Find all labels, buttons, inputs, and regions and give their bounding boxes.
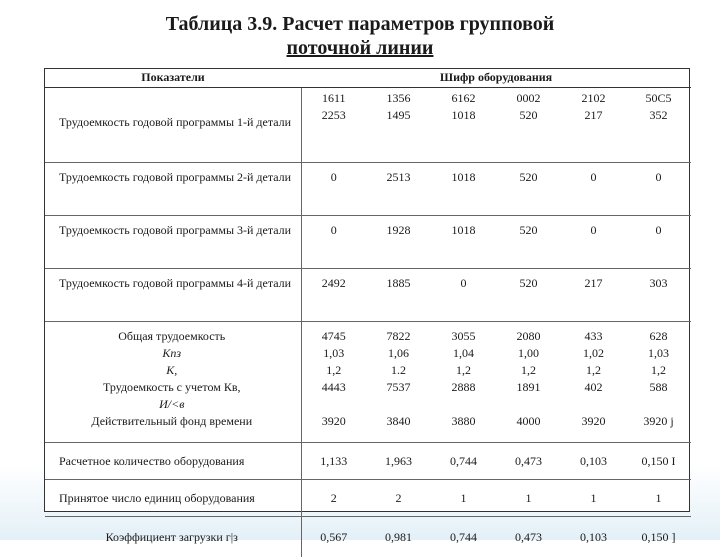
value-cell: 1,06 [366, 345, 431, 362]
value-cell: 0 [626, 216, 691, 269]
value-cell: 0,981 [366, 517, 431, 557]
code-cell: 6162 [431, 90, 496, 107]
value-cell: 0 [301, 216, 366, 269]
row-label: Трудоемкость годовой программы 4-й детали [45, 269, 301, 322]
row-label-kpz: Кпз [49, 345, 295, 362]
value-cell: 1018 [431, 216, 496, 269]
table-row [45, 88, 691, 163]
value-cell: 520 [496, 216, 561, 269]
value-cell: 402 [561, 379, 626, 396]
table-row [45, 517, 691, 557]
value-cell: 2 [301, 480, 366, 517]
value-cell: 1 [561, 480, 626, 517]
table-row [45, 269, 691, 322]
value-cell: 1,963 [366, 443, 431, 480]
value-cell: 433 [561, 328, 626, 345]
value-cell: 0,744 [431, 517, 496, 557]
table-row-block [45, 322, 691, 443]
value-cell: 1891 [496, 379, 561, 396]
table-row [45, 163, 691, 216]
title-line-2: поточной линии [60, 36, 660, 60]
value-cell: 4000 [496, 413, 561, 430]
value-cell: 0 [561, 216, 626, 269]
code-cell: 50С5 [626, 90, 691, 107]
value-cell: 7822 [366, 328, 431, 345]
value-cell: 1,00 [496, 345, 561, 362]
value-cell: 4745 [302, 328, 367, 345]
code-cell: 0002 [496, 90, 561, 107]
value-cell: 217 [561, 269, 626, 322]
row-label: Расчетное количество оборудования [45, 443, 301, 480]
code-cell: 1611 [302, 90, 367, 107]
value-cell: 2253 [302, 107, 367, 124]
table-row [45, 443, 691, 480]
value-cell: 3840 [366, 413, 431, 430]
value-cell: 1495 [366, 107, 431, 124]
value-cell: 0,103 [561, 443, 626, 480]
value-cell: 3880 [431, 413, 496, 430]
value-cell: 3920 [302, 413, 367, 430]
value-cell: 1,2 [302, 362, 367, 379]
value-cell: 2492 [301, 269, 366, 322]
code-cell: 1356 [366, 90, 431, 107]
value-cell: 1,2 [496, 362, 561, 379]
value-cell: 217 [561, 107, 626, 124]
value-cell: 352 [626, 107, 691, 124]
row-label-k: К, [49, 362, 295, 379]
row-label-total-labor: Общая трудоемкость [49, 328, 295, 345]
parameters-table [45, 69, 691, 557]
value-cell: 1,2 [626, 362, 691, 379]
value-cell: 628 [626, 328, 691, 345]
value-cell: 588 [626, 379, 691, 396]
value-cell: 1,03 [302, 345, 367, 362]
value-cell: 1,02 [561, 345, 626, 362]
row-label-time-fund: Действительный фонд времени [49, 413, 295, 430]
value-cell: 1 [431, 480, 496, 517]
value-cell: 2513 [366, 163, 431, 216]
title-line-1: Таблица 3.9. Расчет параметров групповой [166, 13, 555, 35]
value-cell: 0 [626, 163, 691, 216]
value-cell: 0,473 [496, 443, 561, 480]
value-cell: 1018 [431, 107, 496, 124]
value-cell: 0,103 [561, 517, 626, 557]
value-cell: 0 [561, 163, 626, 216]
value-cell: 1,2 [431, 362, 496, 379]
table-row [45, 216, 691, 269]
value-cell: 0,150 I [626, 443, 691, 480]
value-cell: 1018 [431, 163, 496, 216]
table-header-row [45, 69, 691, 88]
parameters-table-container [44, 68, 690, 512]
value-cell: 1 [496, 480, 561, 517]
code-cell: 2102 [561, 90, 626, 107]
header-equipment-code: Шифр оборудования [301, 69, 691, 88]
value-cell: 520 [496, 163, 561, 216]
value-cell: 0 [301, 163, 366, 216]
value-cell: 520 [496, 107, 561, 124]
value-cell: 2080 [496, 328, 561, 345]
value-cell: 1885 [366, 269, 431, 322]
row-label: Трудоемкость годовой программы 1-й детали [45, 88, 301, 163]
value-cell: 1 [626, 480, 691, 517]
row-label: Коэффициент загрузки г|з [45, 517, 301, 557]
value-cell: 7537 [366, 379, 431, 396]
value-cell: 4443 [302, 379, 367, 396]
value-cell: 2888 [431, 379, 496, 396]
value-cell: 3920 [561, 413, 626, 430]
table-row [45, 480, 691, 517]
value-cell: 1,03 [626, 345, 691, 362]
value-cell: 1,133 [301, 443, 366, 480]
value-cell: 0,744 [431, 443, 496, 480]
value-cell: 303 [626, 269, 691, 322]
value-cell: 1928 [366, 216, 431, 269]
row-label: Принятое число единиц оборудования [45, 480, 301, 517]
value-cell: 3055 [431, 328, 496, 345]
value-cell: 0,150 ] [626, 517, 691, 557]
value-cell: 0,567 [301, 517, 366, 557]
row-label-ik: И/<в [49, 396, 295, 413]
value-cell: 3920 j [626, 413, 691, 430]
value-cell: 1,2 [561, 362, 626, 379]
value-cell: 1,04 [431, 345, 496, 362]
value-cell: 2 [366, 480, 431, 517]
value-cell: 520 [496, 269, 561, 322]
page-title [60, 12, 660, 60]
row-label: Трудоемкость годовой программы 3-й детали [45, 216, 301, 269]
value-cell: 1.2 [366, 362, 431, 379]
row-label-labor-with-k: Трудоемкость с учетом Кв, [49, 379, 295, 396]
value-cell: 0,473 [496, 517, 561, 557]
header-indicators: Показатели [45, 69, 301, 88]
value-cell: 0 [431, 269, 496, 322]
row-label: Трудоемкость годовой программы 2-й детали [45, 163, 301, 216]
